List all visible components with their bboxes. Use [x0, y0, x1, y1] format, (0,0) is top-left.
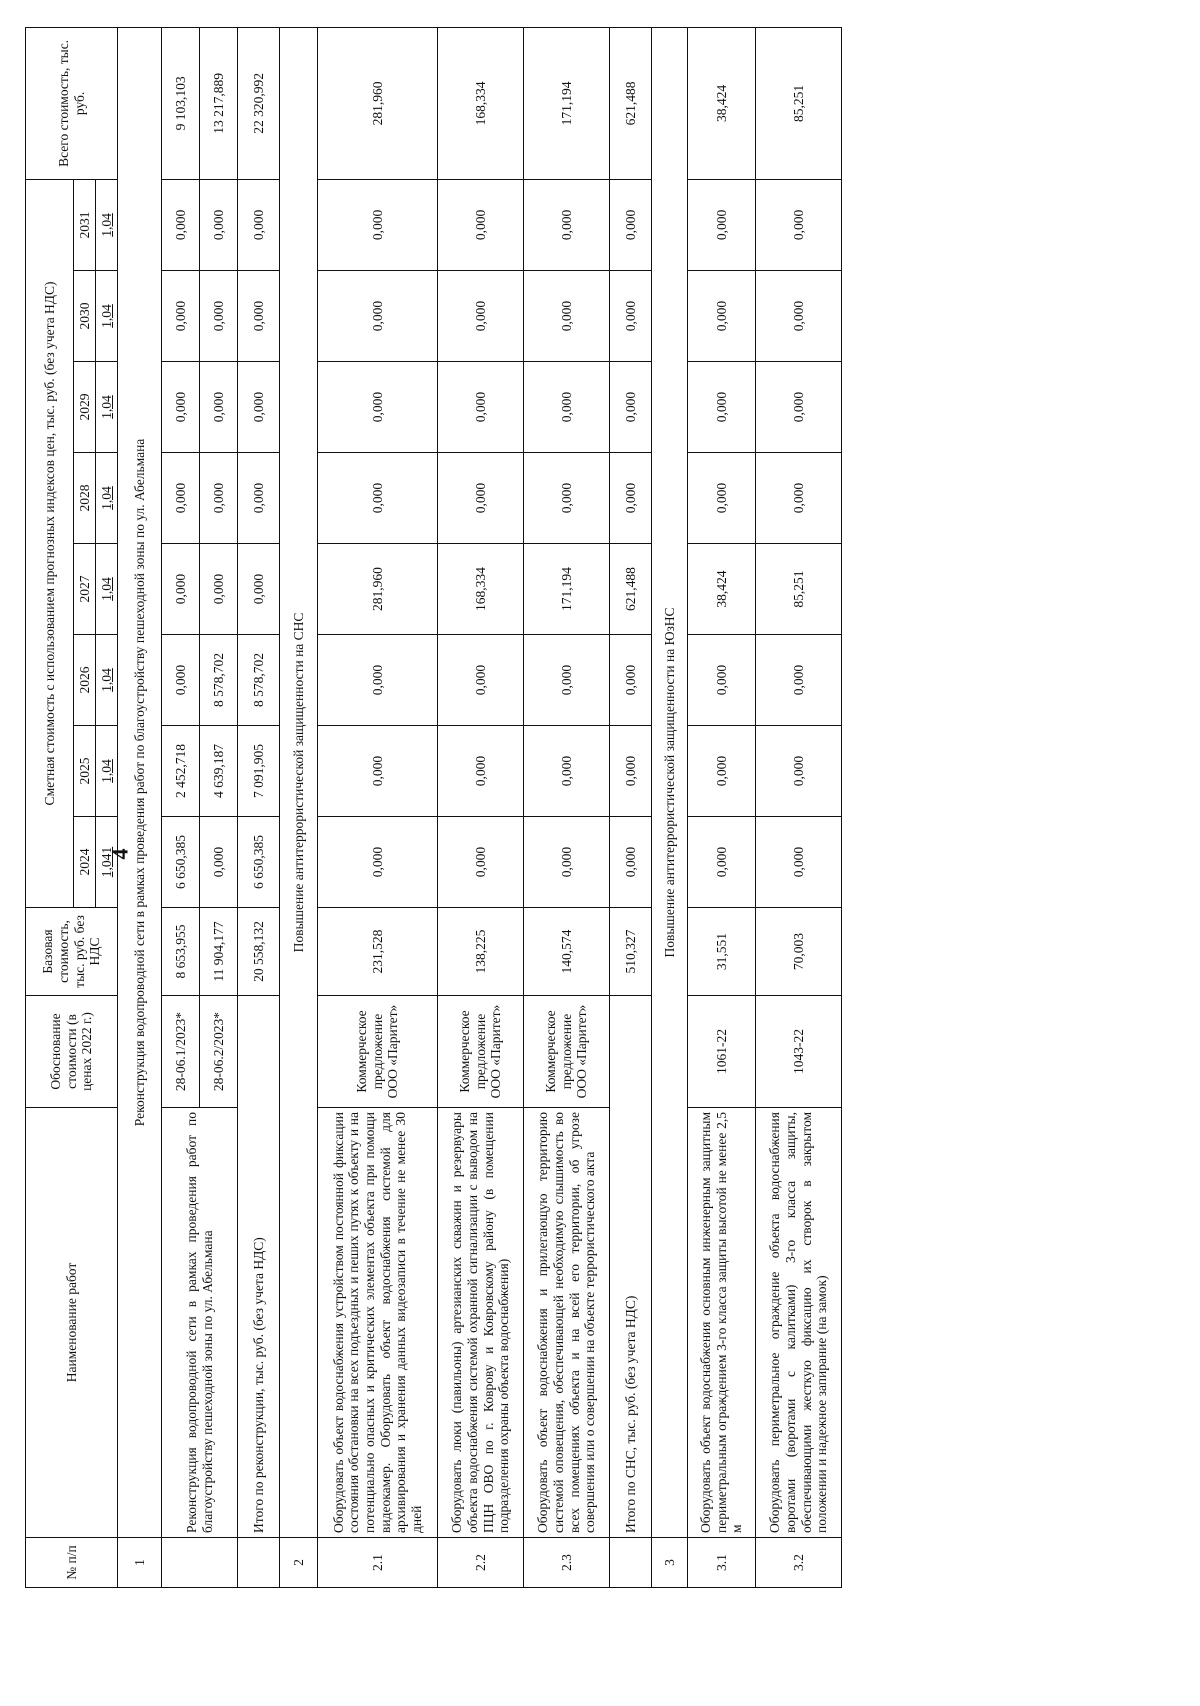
year-cell: 4 639,187	[200, 726, 238, 817]
base-cost-cell: 140,574	[524, 908, 610, 996]
header-index: 1,041	[96, 817, 118, 908]
year-cell: 0,000	[688, 726, 756, 817]
year-cell: 0,000	[162, 544, 200, 635]
year-cell: 0,000	[438, 635, 524, 726]
header-index: 1,04	[96, 635, 118, 726]
year-cell: 0,000	[238, 271, 280, 362]
justification-cell: Коммерческое предложение ООО «Паритет»	[318, 996, 438, 1108]
header-year: 2031	[74, 179, 96, 270]
year-cell: 0,000	[524, 179, 610, 270]
year-cell: 0,000	[756, 726, 842, 817]
header-index: 1,04	[96, 544, 118, 635]
header-year: 2029	[74, 362, 96, 453]
year-cell: 0,000	[688, 179, 756, 270]
year-cell: 0,000	[200, 271, 238, 362]
year-cell: 0,000	[610, 817, 652, 908]
year-cell: 0,000	[200, 817, 238, 908]
year-cell: 0,000	[524, 726, 610, 817]
year-cell: 0,000	[438, 817, 524, 908]
justification-cell: 28-06.1/2023*	[162, 996, 200, 1108]
header-year: 2027	[74, 544, 96, 635]
header-year: 2028	[74, 453, 96, 544]
year-cell: 0,000	[438, 179, 524, 270]
justification-cell: Коммерческое предложение ООО «Паритет»	[524, 996, 610, 1108]
section-no: 2	[280, 1538, 318, 1588]
justification-cell: 1043-22	[756, 996, 842, 1108]
year-cell: 0,000	[318, 453, 438, 544]
year-cell: 7 091,905	[238, 726, 280, 817]
year-cell: 168,334	[438, 544, 524, 635]
year-cell: 0,000	[688, 362, 756, 453]
year-cell: 621,488	[610, 544, 652, 635]
year-cell: 0,000	[438, 453, 524, 544]
item-no: 2.3	[524, 1538, 610, 1588]
justification-cell: Коммерческое предложение ООО «Паритет»	[438, 996, 524, 1108]
year-cell: 0,000	[162, 271, 200, 362]
section-title: Реконструкция водопроводной сети в рамках проведения работ по благоустройству пешеходной зоны по ул. Абельмана	[118, 27, 162, 1537]
year-cell: 171,194	[524, 544, 610, 635]
total-cell: 13 217,889	[200, 27, 238, 179]
header-index: 1,04	[96, 179, 118, 270]
year-cell: 0,000	[162, 635, 200, 726]
base-cost-cell: 70,003	[756, 908, 842, 996]
item-name: Оборудовать периметральное ограждение объекта водоснабжения воротами (воротами с калитками) 3-го класса защиты, обеспечивающими жесткую фиксацию их створок в закрытом положении и надежное запирание (на замок)	[756, 1108, 842, 1538]
year-cell: 0,000	[200, 544, 238, 635]
year-cell: 0,000	[524, 453, 610, 544]
rotated-sheet	[0, 28, 850, 1588]
year-cell: 8 578,702	[200, 635, 238, 726]
total-cell: 621,488	[610, 27, 652, 179]
page-number: 4	[107, 848, 133, 860]
year-cell: 0,000	[756, 362, 842, 453]
base-cost-cell: 231,528	[318, 908, 438, 996]
year-cell: 0,000	[688, 817, 756, 908]
year-cell: 0,000	[318, 726, 438, 817]
year-cell: 0,000	[438, 271, 524, 362]
subtotal-label: Итого по СНС, тыс. руб. (без учета НДС)	[610, 996, 652, 1538]
total-cell: 9 103,103	[162, 27, 200, 179]
year-cell: 0,000	[238, 362, 280, 453]
year-cell: 0,000	[688, 453, 756, 544]
year-cell: 38,424	[688, 544, 756, 635]
header-forecast: Сметная стоимость с использованием прогнозных индексов цен, тыс. руб. (без учета НДС)	[26, 179, 74, 907]
year-cell: 0,000	[318, 362, 438, 453]
year-cell: 0,000	[524, 817, 610, 908]
total-cell: 171,194	[524, 27, 610, 179]
header-name: Наименование работ	[26, 1108, 118, 1538]
total-cell: 38,424	[688, 27, 756, 179]
year-cell: 0,000	[238, 179, 280, 270]
section-no: 3	[652, 1538, 688, 1588]
item-no: 3.2	[756, 1538, 842, 1588]
year-cell: 0,000	[610, 635, 652, 726]
year-cell: 0,000	[200, 453, 238, 544]
section-title: Повышение антитеррористической защищенности на СНС	[280, 27, 318, 1537]
header-index: 1,04	[96, 271, 118, 362]
year-cell: 0,000	[200, 362, 238, 453]
header-year: 2030	[74, 271, 96, 362]
base-cost-cell: 20 558,132	[238, 908, 280, 996]
item-name: Оборудовать люки (павильоны) артезианских скважин и резервуары объекта водоснабжения системой охранной сигнализации с выводом на ПЦН ОВО по г. Коврову и Ковровскому району (в помещении подразделения охраны объекта водоснабжения)	[438, 1108, 524, 1538]
base-cost-cell: 510,327	[610, 908, 652, 996]
year-cell: 6 650,385	[162, 817, 200, 908]
year-cell: 0,000	[162, 362, 200, 453]
total-cell: 85,251	[756, 27, 842, 179]
year-cell: 8 578,702	[238, 635, 280, 726]
year-cell: 0,000	[318, 635, 438, 726]
justification-cell: 28-06.2/2023*	[200, 996, 238, 1108]
year-cell: 6 650,385	[238, 817, 280, 908]
year-cell: 0,000	[610, 453, 652, 544]
header-year: 2026	[74, 635, 96, 726]
item-no: 2.2	[438, 1538, 524, 1588]
year-cell: 0,000	[756, 453, 842, 544]
year-cell: 0,000	[438, 362, 524, 453]
header-index: 1,04	[96, 726, 118, 817]
year-cell: 0,000	[688, 635, 756, 726]
year-cell: 0,000	[318, 271, 438, 362]
year-cell: 85,251	[756, 544, 842, 635]
header-year: 2025	[74, 726, 96, 817]
item-name: Оборудовать объект водоснабжения и прилегающую территорию системой оповещения, обеспечивающей необходимую слышимость во всех помещениях объекта и на всей его территории, об угрозе совершения или о совершении на объекте террористического акта	[524, 1108, 610, 1538]
section-no: 1	[118, 1538, 162, 1588]
item-no: 3.1	[688, 1538, 756, 1588]
item-name: Оборудовать объект водоснабжения основным инженерным защитным периметральным ограждением 3-го класса защиты высотой не менее 2,5 м	[688, 1108, 756, 1538]
year-cell: 0,000	[238, 453, 280, 544]
year-cell: 0,000	[318, 179, 438, 270]
year-cell: 0,000	[610, 271, 652, 362]
total-cell: 22 320,992	[238, 27, 280, 179]
year-cell: 281,960	[318, 544, 438, 635]
justification-cell: 1061-22	[688, 996, 756, 1108]
year-cell: 0,000	[524, 635, 610, 726]
year-cell: 0,000	[610, 179, 652, 270]
header-justification: Обоснование стоимости (в ценах 2022 г.)	[26, 996, 118, 1108]
year-cell: 0,000	[610, 726, 652, 817]
section-title: Повышение антитеррористической защищенности на ЮзНС	[652, 27, 688, 1537]
year-cell: 0,000	[688, 271, 756, 362]
total-cell: 168,334	[438, 27, 524, 179]
financial-schedule-table	[25, 27, 842, 1588]
year-cell: 2 452,718	[162, 726, 200, 817]
year-cell: 0,000	[438, 726, 524, 817]
total-cell: 281,960	[318, 27, 438, 179]
year-cell: 0,000	[756, 817, 842, 908]
header-year: 2024	[74, 817, 96, 908]
item-no: 2.1	[318, 1538, 438, 1588]
item-name: Оборудовать объект водоснабжения устройством постоянной фиксации состояния обстановки на всех подъездных и пеших путях к объекту и на потенциально опасных и критических элементах объекта при помощи видеокамер. Оборудовать объект водоснабжения системой для архивирования и хранения данных видеозаписи в течение не менее 30 дней	[318, 1108, 438, 1538]
year-cell: 0,000	[524, 271, 610, 362]
base-cost-cell: 138,225	[438, 908, 524, 996]
year-cell: 0,000	[756, 635, 842, 726]
base-cost-cell: 11 904,177	[200, 908, 238, 996]
base-cost-cell: 8 653,955	[162, 908, 200, 996]
item-name: Реконструкция водопроводной сети в рамках проведения работ по благоустройству пешеходной зоны по ул. Абельмана	[162, 1108, 238, 1538]
header-base-cost: Базовая стоимость, тыс. руб. без НДС	[26, 908, 118, 996]
header-no: № п/п	[26, 1538, 118, 1588]
year-cell: 0,000	[200, 179, 238, 270]
year-cell: 0,000	[318, 817, 438, 908]
year-cell: 0,000	[756, 179, 842, 270]
year-cell: 0,000	[756, 271, 842, 362]
year-cell: 0,000	[162, 453, 200, 544]
header-total: Всего стоимость, тыс. руб.	[26, 27, 118, 179]
subtotal-label: Итого по реконструкции, тыс. руб. (без учета НДС)	[238, 996, 280, 1538]
header-index: 1,04	[96, 453, 118, 544]
year-cell: 0,000	[238, 544, 280, 635]
base-cost-cell: 31,551	[688, 908, 756, 996]
year-cell: 0,000	[610, 362, 652, 453]
year-cell: 0,000	[524, 362, 610, 453]
header-index: 1,04	[96, 362, 118, 453]
year-cell: 0,000	[162, 179, 200, 270]
